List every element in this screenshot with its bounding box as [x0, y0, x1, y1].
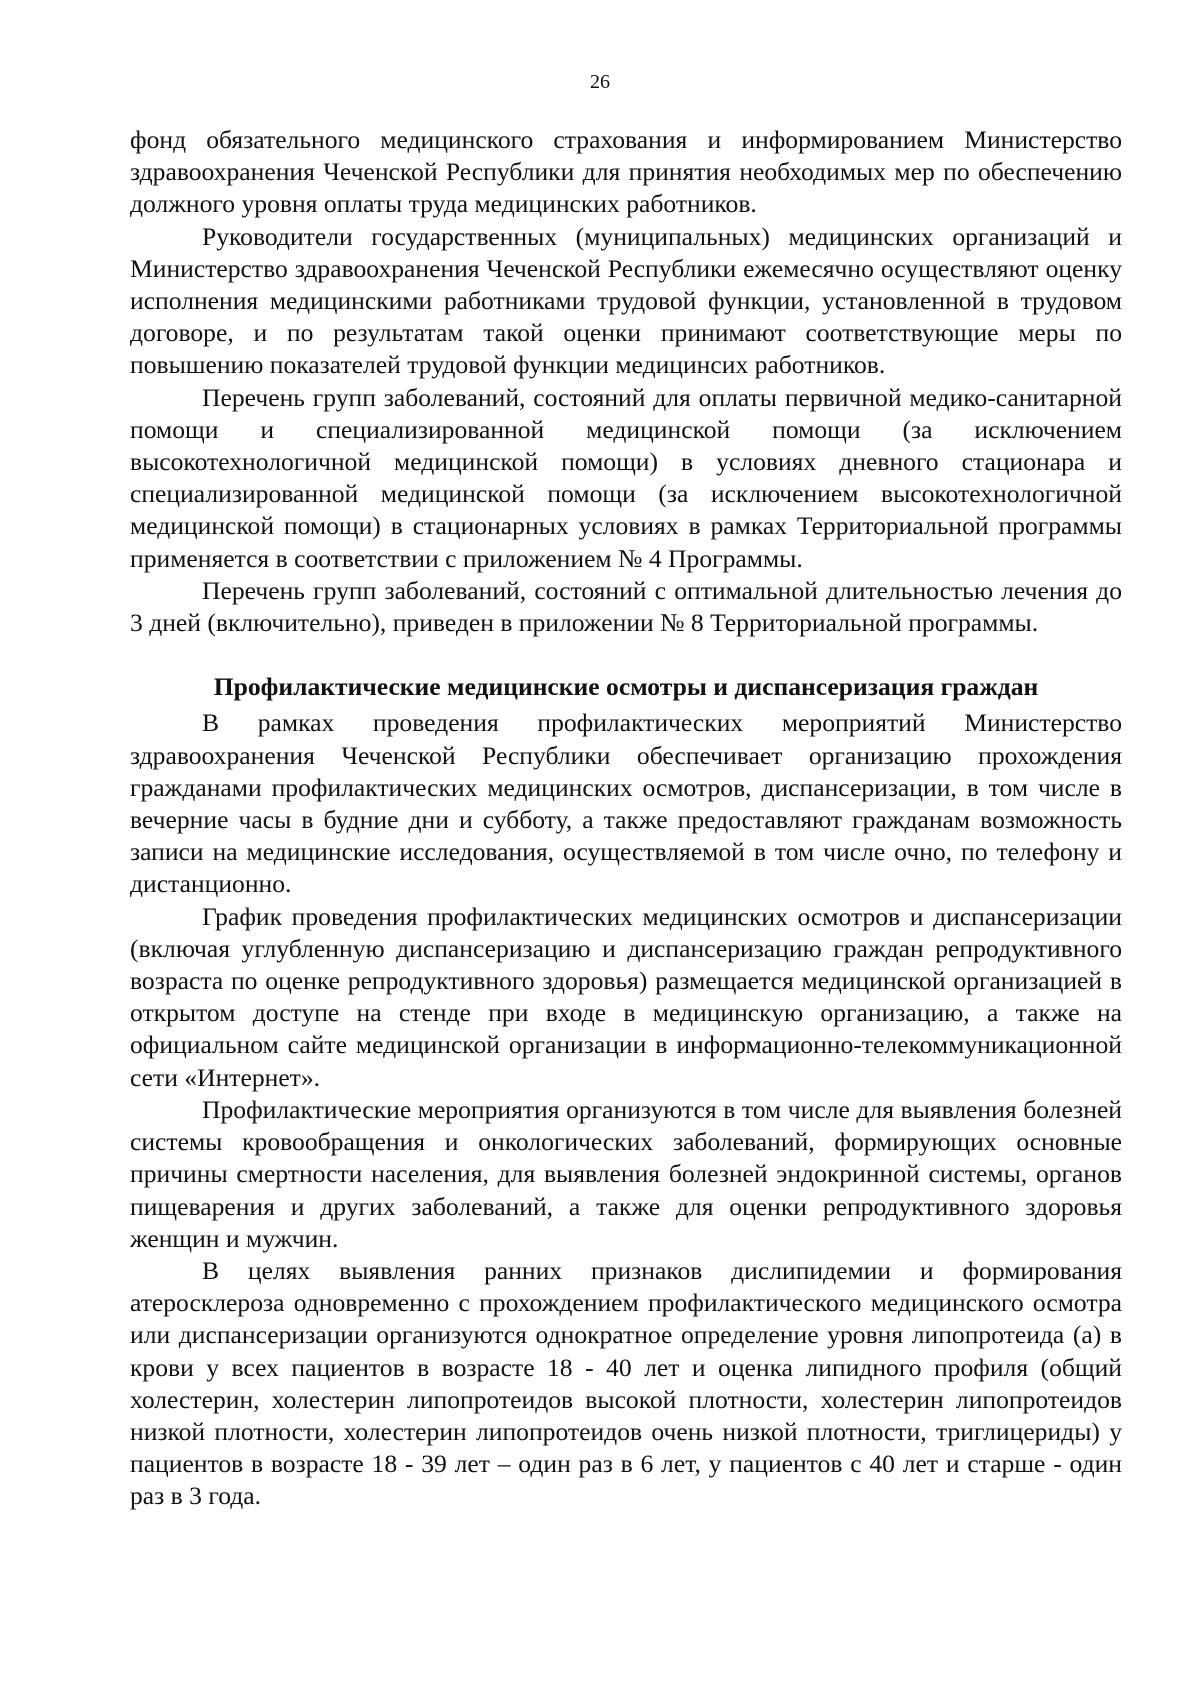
- paragraph-continuation: фонд обязательного медицинского страхования и информированием Министерство здравоохранения Чеченской Республики для принятия необходимых мер по обеспечению должного уровня оплаты труда медицинских работников.: [130, 125, 1122, 219]
- section-heading: Профилактические медицинские осмотры и диспансеризация граждан: [213, 672, 1039, 702]
- page-content: [130, 124, 1122, 1513]
- paragraph: График проведения профилактических медицинских осмотров и диспансеризации (включая углубленную диспансеризацию и диспансеризацию граждан репродуктивного возраста по оценке репродуктивного здоровья) размещается медицинской организацией в открытом доступе на стенде при входе в медицинскую организацию, а также на официальном сайте медицинской организации в информационно-телекоммуникационной сети «Интернет».: [130, 901, 1122, 1092]
- paragraph: В целях выявления ранних признаков дислипидемии и формирования атеросклероза одновременно с прохождением профилактического медицинского осмотра или диспансеризации организуются однократное определение уровня липопротеида (а) в крови у всех пациентов в возрасте 18 - 40 лет и оценка липидного профиля (общий холестерин, холестерин липопротеидов высокой плотности, холестерин липопротеидов низкой плотности, холестерин липопротеидов очень низкой плотности, триглицериды) у пациентов в возрасте 18 - 39 лет – один раз в 6 лет, у пациентов с 40 лет и старше - один раз в 3 года.: [130, 1255, 1122, 1511]
- page-number: 26: [590, 71, 610, 93]
- paragraph: Руководители государственных (муниципальных) медицинских организаций и Министерство здравоохранения Чеченской Республики ежемесячно осуществляют оценку исполнения медицинскими работниками трудовой функции, установленной в трудовом договоре, и по результатам такой оценки принимают соответствующие меры по повышению показателей трудовой функции медицинсих работников.: [130, 221, 1122, 380]
- paragraph: В рамках проведения профилактических мероприятий Министерство здравоохранения Чеченской Республики обеспечивает организацию прохождения гражданами профилактических медицинских осмотров, диспансеризации, в том числе в вечерние часы в будние дни и субботу, а также предоставляют гражданам возможность записи на медицинские исследования, осуществляемой в том числе очно, по телефону и дистанционно.: [130, 708, 1122, 899]
- paragraph: Перечень групп заболеваний, состояний с оптимальной длительностью лечения до 3 дней (включительно), приведен в приложении № 8 Территориальной программы.: [130, 575, 1122, 638]
- paragraph: Перечень групп заболеваний, состояний для оплаты первичной медико-санитарной помощи и специализированной медицинской помощи (за исключением высокотехнологичной медицинской помощи) в условиях дневного стационара и специализированной медицинской помощи (за исключением высокотехнологичной медицинской помощи) в стационарных условиях в рамках Территориальной программы применяется в соответствии с приложением № 4 Программы.: [130, 382, 1122, 573]
- paragraph: Профилактические мероприятия организуются в том числе для выявления болезней системы кровообращения и онкологических заболеваний, формирующих основные причины смертности населения, для выявления болезней эндокринной системы, органов пищеварения и других заболеваний, а также для оценки репродуктивного здоровья женщин и мужчин.: [130, 1094, 1122, 1253]
